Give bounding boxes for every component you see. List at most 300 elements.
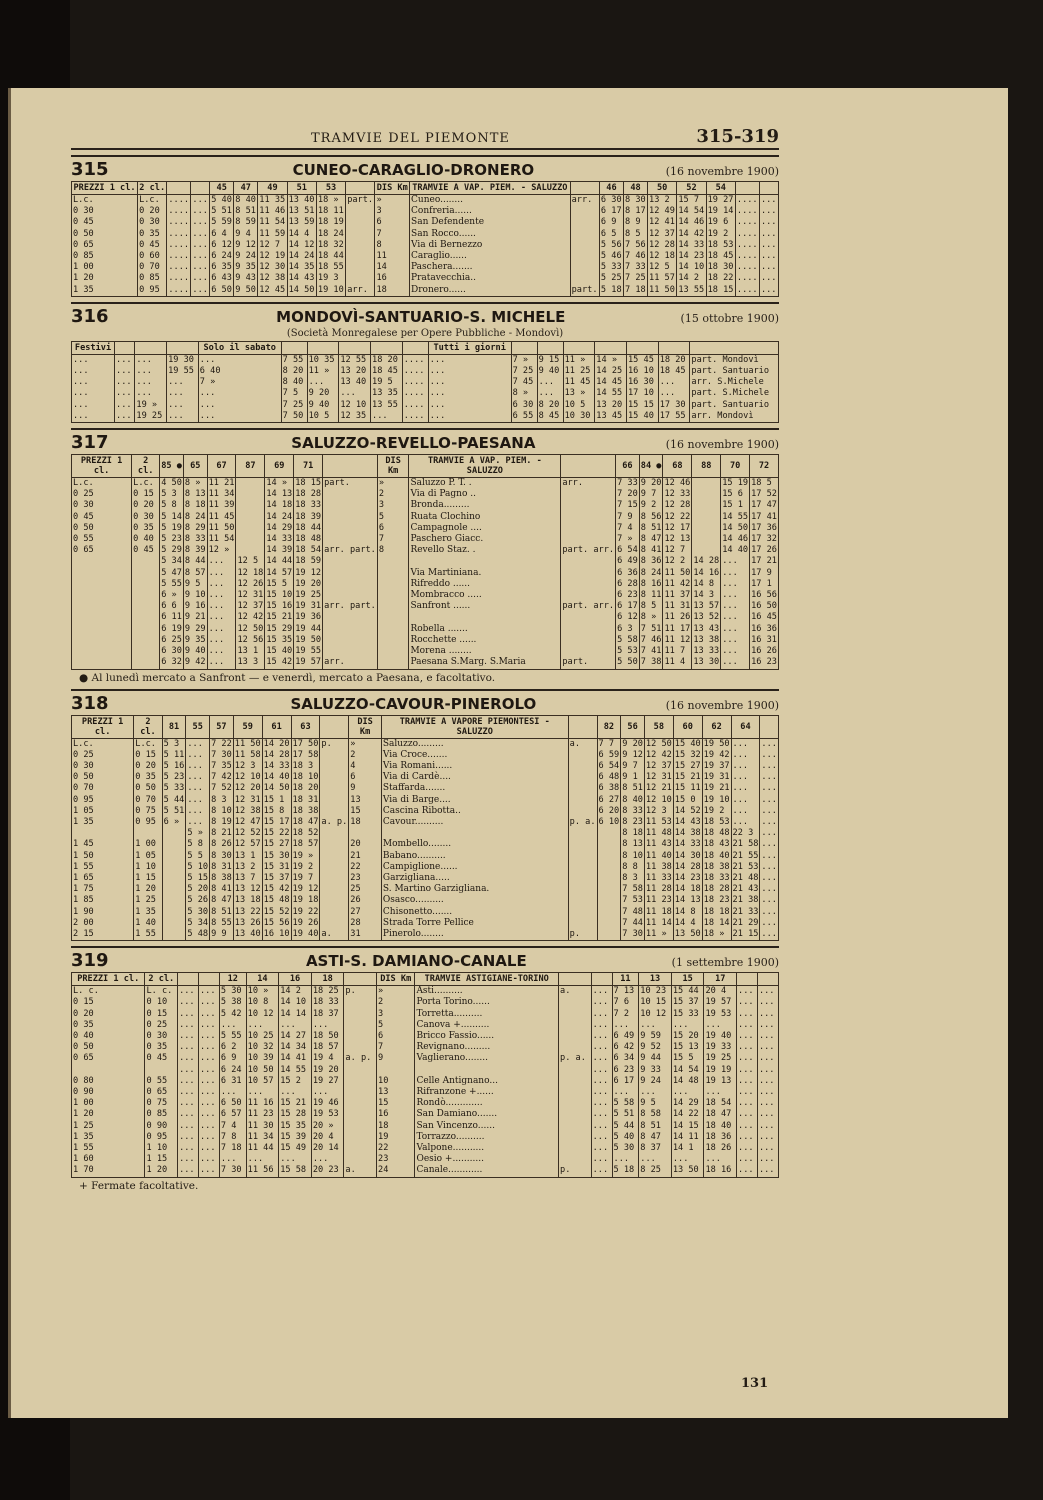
time-cell: ... [192,217,208,228]
time-cell: 6 11 [161,612,182,623]
time-cell: ... [737,1042,758,1053]
column-header: 88 [692,455,721,478]
time-cell: » [377,986,415,998]
time-cell: 21 [349,851,382,862]
time-cell: 6 42 [612,1042,639,1053]
time-cell: ... [167,388,199,399]
time-cell: ... [591,1076,612,1087]
time-cell [72,579,132,590]
time-cell: 7 38 [640,657,662,668]
time-cell [692,489,721,500]
time-cell: ... [178,1109,199,1120]
time-cell: 12 56 [237,634,264,645]
time-cell: 13 40 [234,928,261,939]
time-cell: 9 7 [639,489,663,500]
time-cell: 11 57 [649,273,675,284]
time-cell [570,217,599,228]
time-cell: 15 39 [279,1132,312,1143]
time-cell [162,851,186,862]
table-row [72,817,779,828]
time-cell [597,862,621,873]
time-cell [570,229,599,240]
time-cell: ... [759,285,778,297]
time-cell: 8 18 [622,828,643,839]
time-cell: 5 34 [187,917,209,928]
time-cell: 1 20 [72,1109,145,1120]
time-cell: ... [757,1053,778,1064]
time-cell: 8 47 [639,1132,672,1143]
station-name: Strada Torre Pellice [381,918,568,929]
station-name: Chisonetto....... [381,907,568,918]
time-cell: 7 8 [219,1132,246,1143]
station-name: Osasco.......... [381,895,568,906]
time-cell: ... [178,1053,199,1064]
column-header: 85 ● [160,455,184,478]
time-cell: 19 10 [317,284,344,295]
time-cell: 14 33 [263,760,290,771]
time-cell: 18 16 [704,1165,737,1177]
time-cell: 12 18 [237,567,264,578]
time-cell: 6 [349,772,382,783]
time-cell: 11 » [644,929,673,941]
timetable-table [71,181,779,297]
table-row [72,556,779,567]
time-cell: 5 3 [160,489,184,500]
time-cell: 20 23 [311,1165,344,1177]
time-cell: 8 51 [639,1121,672,1132]
time-cell: 11 28 [645,884,672,895]
time-cell: 21 58 [732,839,759,850]
time-cell: ... [671,1087,704,1098]
time-cell: 26 [349,895,382,906]
time-cell [236,534,265,545]
time-cell: ... [759,229,778,240]
header-row [72,973,779,986]
time-cell: 8 39 [184,545,206,556]
time-cell: 5 51 [163,805,185,816]
column-header [570,182,599,195]
table-row [72,411,779,423]
column-header [595,341,627,354]
time-cell: ... [279,1020,312,1031]
time-cell: 18 28 [295,489,322,500]
time-cell: ... [761,917,777,928]
time-cell: 16 30 [627,377,659,388]
time-cell: 14 25 [595,366,627,377]
time-cell: 14 55 [722,511,749,522]
time-cell: 13 7 [233,873,262,884]
time-cell: 19 6 [706,217,735,228]
scanned-page [8,88,1008,1418]
time-cell: ... [339,388,371,399]
time-cell: ... [72,354,115,366]
time-cell: 1 20 [145,1165,178,1177]
table-row [72,772,779,783]
time-cell [597,918,621,929]
station-name: Canova +.......... [415,1020,559,1031]
column-header: DIS Km [376,183,408,193]
time-cell: ... [737,1109,758,1120]
time-cell [559,1009,592,1020]
time-cell: arr. Mondovì [690,411,779,423]
time-cell [377,612,409,623]
time-cell: 12 3 [644,806,673,817]
time-cell: 18 45 [707,251,734,262]
time-cell: ... [612,1020,639,1031]
time-cell: 8 18 [184,500,206,511]
time-cell: 12 21 [645,783,672,794]
time-cell: 8 26 [211,839,232,850]
time-cell: 11 21 [208,478,235,489]
time-cell: 8 33 [184,534,206,545]
time-cell: ... [737,1031,758,1042]
time-cell: 12 46 [664,478,691,489]
time-cell: 0 30 [138,217,167,228]
time-cell: ... [219,1087,246,1098]
time-cell: 18 14 [703,917,730,928]
time-cell: 18 38 [292,805,319,816]
time-cell: ... [639,1154,672,1165]
time-cell: 14 54 [671,1065,704,1076]
time-cell [559,1121,592,1132]
time-cell: ... [759,251,778,262]
time-cell: 8 29 [184,522,206,533]
station-name: San Damiano....... [415,1109,559,1120]
section-header [71,432,779,454]
station-name: S. Martino Garzigliana. [381,884,568,895]
time-cell: 15 7 [677,195,706,207]
time-cell: 5 3 [162,738,186,750]
time-cell: 6 30 [600,195,622,205]
time-cell: 8 40 [622,794,643,805]
time-cell [568,839,597,850]
time-cell: 11 39 [208,500,235,511]
time-cell: 5 53 [617,646,638,657]
time-cell: 12 19 [259,251,286,262]
column-header: Festivi [72,341,115,354]
table-row [72,388,779,399]
time-cell: 18 26 [704,1143,737,1154]
time-cell: ... [428,411,511,423]
time-cell: 9 24 [235,251,256,262]
time-cell [323,512,378,523]
time-cell: 0 50 [72,229,138,240]
time-cell: 3 [375,206,410,217]
time-cell: ... [135,354,167,366]
column-header [339,341,371,354]
time-cell [162,873,186,884]
column-header: 71 [294,455,323,478]
time-cell: 18 39 [295,511,322,522]
time-cell: 6 50 [211,284,232,295]
time-cell: 9 12 [622,749,643,760]
time-cell: 15 30 [263,850,290,861]
time-cell: 15 33 [671,1009,704,1020]
column-header: Tutti i giorni [428,341,511,354]
time-cell: 8 47 [640,534,662,545]
time-cell: 12 10 [645,794,672,805]
time-cell: ... [757,1042,778,1053]
time-cell [72,646,132,657]
time-cell: ... [591,1053,612,1064]
time-cell: 12 37 [237,601,264,612]
station-name: Rocchette ...... [409,635,561,646]
time-cell: 6 36 [617,567,638,578]
time-cell: 5 18 [600,284,622,295]
station-name: Canale............ [415,1165,559,1177]
time-cell [346,273,375,284]
time-cell: ... [198,1165,219,1177]
time-cell: 0 40 [72,1031,145,1042]
time-cell: 7 53 [622,895,643,906]
table-row [72,1031,779,1042]
time-cell: 12 37 [645,760,672,771]
time-cell: 21 48 [732,872,759,883]
time-cell: ... [761,895,777,906]
time-cell: 15 35 [279,1121,312,1132]
time-cell [561,568,616,579]
time-cell: 11 50 [664,567,691,578]
time-cell: ... [178,1154,199,1165]
station-name: Via di Cardè.... [381,772,568,783]
column-header: 59 [233,715,262,738]
time-cell: 18 48 [703,828,730,839]
time-cell: 6 49 [612,1031,639,1042]
time-cell: 6 54 [598,760,620,771]
time-cell: 1 35 [72,817,134,828]
time-cell: 19 13 [704,1076,737,1087]
column-header [320,715,349,738]
time-cell: 8 20 [537,400,563,411]
time-cell: 13 [349,795,382,806]
time-cell: 15 42 [263,884,290,895]
time-cell: ... [761,850,777,861]
time-cell: 19 46 [311,1098,344,1109]
time-cell: arr. [570,195,599,207]
time-cell: 15 0 [673,795,702,806]
time-cell: 6 [377,1031,415,1042]
time-cell: 12 31 [234,794,261,805]
time-cell: a. [344,1165,377,1177]
time-cell: .... [736,239,758,250]
time-cell: 15 44 [671,986,704,998]
time-cell: 2 15 [72,929,134,941]
time-cell: 14 14 [279,1009,312,1020]
time-cell: 18 43 [703,839,730,850]
time-cell: 0 45 [72,512,132,523]
time-cell: 13 2 [233,862,262,873]
time-cell: 5 55 [161,578,182,589]
table-row [72,377,779,388]
time-cell [162,839,186,850]
column-header: 46 [599,182,623,195]
time-cell: 0 65 [72,240,138,251]
table-row [72,366,779,377]
time-cell: ... [612,1154,639,1165]
time-cell: ... [178,1132,199,1143]
table-row [72,478,779,490]
header-row [72,715,779,738]
time-cell: ... [759,217,778,228]
time-cell: ... [115,377,135,388]
time-cell: ... [761,772,777,783]
time-cell: 14 46 [722,534,749,545]
time-cell: ... [757,986,778,998]
column-header: 61 [262,715,291,738]
time-cell: 7 25 [511,366,537,377]
time-cell: ... [207,601,236,612]
section-number: 316 [71,305,109,327]
time-cell: .... [168,273,190,284]
section-subtitle: (Società Monregalese per Opere Pubbliche - Mondovì) [286,327,564,339]
time-cell: ... [311,1154,344,1165]
time-cell: L.c. [72,478,132,490]
column-header [191,182,210,195]
time-cell: 15 27 [674,760,701,771]
time-cell: 11 [375,251,410,262]
time-cell: ... [72,377,115,388]
time-cell: 19 2 [702,806,731,817]
station-name: Bricco Fassio...... [415,1031,559,1042]
time-cell: 12 2 [663,556,692,567]
time-cell: ... [428,377,511,388]
section-date: (1 settembre 1900) [671,956,779,970]
time-cell: 12 50 [645,738,672,749]
time-cell: ... [737,1065,758,1076]
timetable-table [71,972,779,1177]
time-cell [559,1087,592,1098]
time-cell: ... [178,1076,199,1087]
time-cell: 12 47 [234,816,261,827]
time-cell: ... [198,1087,219,1098]
time-cell [323,579,378,590]
time-cell: 6 9 [219,1053,246,1064]
time-cell [132,624,160,635]
column-header: PREZZI 1 cl. [72,455,132,478]
time-cell: 12 17 [664,522,691,533]
time-cell: 5 50 [617,657,638,668]
time-cell: 5 38 [219,997,246,1008]
time-cell: 18 38 [703,861,730,872]
time-cell: ... [186,783,210,794]
time-cell: ... [115,411,135,423]
station-name: Revignano......... [415,1042,559,1053]
time-cell: 19 » [135,400,167,411]
time-cell: 9 10 [184,590,206,601]
time-cell [344,1020,377,1031]
station-name: Valpone........... [415,1143,559,1154]
station-name: Asti.......... [415,986,559,998]
time-cell: 0 85 [138,273,167,284]
time-cell: 8 30 [211,850,232,861]
time-cell: 21 53 [732,861,759,872]
column-header [167,341,199,354]
time-cell [377,556,409,567]
time-cell: 14 13 [674,895,701,906]
time-cell: 9 42 [184,657,206,668]
time-cell: ... [591,1087,612,1098]
time-cell: 15 [349,806,382,817]
table-row [72,635,779,646]
time-cell: ... [178,1143,199,1154]
time-cell: 8 47 [211,895,232,906]
time-cell: ... [759,273,778,284]
time-cell: ... [658,377,690,388]
table-row [72,1087,779,1098]
time-cell: 0 35 [132,523,160,534]
station-name: Oesio +........... [415,1154,559,1165]
time-cell: 8 25 [639,1165,672,1177]
time-cell: a. p. [344,1053,377,1064]
station-name: Rifreddo ...... [409,579,561,590]
time-cell [377,590,409,601]
time-cell: 16 10 [263,928,290,939]
time-cell: 10 [377,1076,415,1087]
time-cell: .... [736,228,758,239]
table-row [72,1020,779,1031]
time-cell: 11 23 [645,895,672,906]
time-cell: 17 47 [751,500,777,511]
table-row [72,806,779,817]
time-cell: 19 22 [292,906,319,917]
time-cell: 14 46 [678,217,705,228]
table-row [72,783,779,794]
time-cell [561,579,616,590]
time-cell: 6 » [160,590,184,601]
time-cell: 5 29 [161,545,182,556]
time-cell: ... [192,251,208,262]
time-cell: ... [757,1087,778,1098]
time-cell [570,240,599,251]
time-cell: p. [559,1165,592,1177]
time-cell: ... [186,772,210,783]
time-cell [236,500,265,511]
time-cell: .... [402,377,428,388]
table-row [72,873,779,884]
time-cell: 5 34 [161,556,182,567]
time-cell: 8 17 [624,206,646,217]
time-cell: 7 [377,1042,415,1053]
time-cell: 0 20 [72,1009,145,1020]
time-cell: 0 30 [72,206,138,217]
time-cell [320,772,349,783]
time-cell: ... [591,1065,612,1076]
time-cell: 11 33 [645,872,672,883]
time-cell: 18 31 [292,794,319,805]
column-header [344,973,377,986]
time-cell: 14 40 [263,772,290,783]
time-cell: 14 35 [288,262,315,273]
time-cell: 23 [349,873,382,884]
time-cell [597,828,621,839]
time-cell: 13 20 [339,366,371,377]
column-header: 51 [287,182,316,195]
time-cell: 19 » [291,851,320,862]
column-header [371,341,403,354]
time-cell: 18 52 [292,828,319,839]
time-cell: 13 52 [693,612,720,623]
station-name: Mombracco ..... [409,590,561,601]
time-cell: 19 20 [295,578,322,589]
time-cell: 1 35 [72,285,138,297]
table-row [72,512,779,523]
station-name: Ruata Clochino [409,512,561,523]
column-header: 58 [644,715,673,738]
section-number: 318 [71,692,109,714]
table-row [72,1154,779,1165]
column-header [690,341,779,354]
time-cell: 6 34 [612,1053,639,1064]
